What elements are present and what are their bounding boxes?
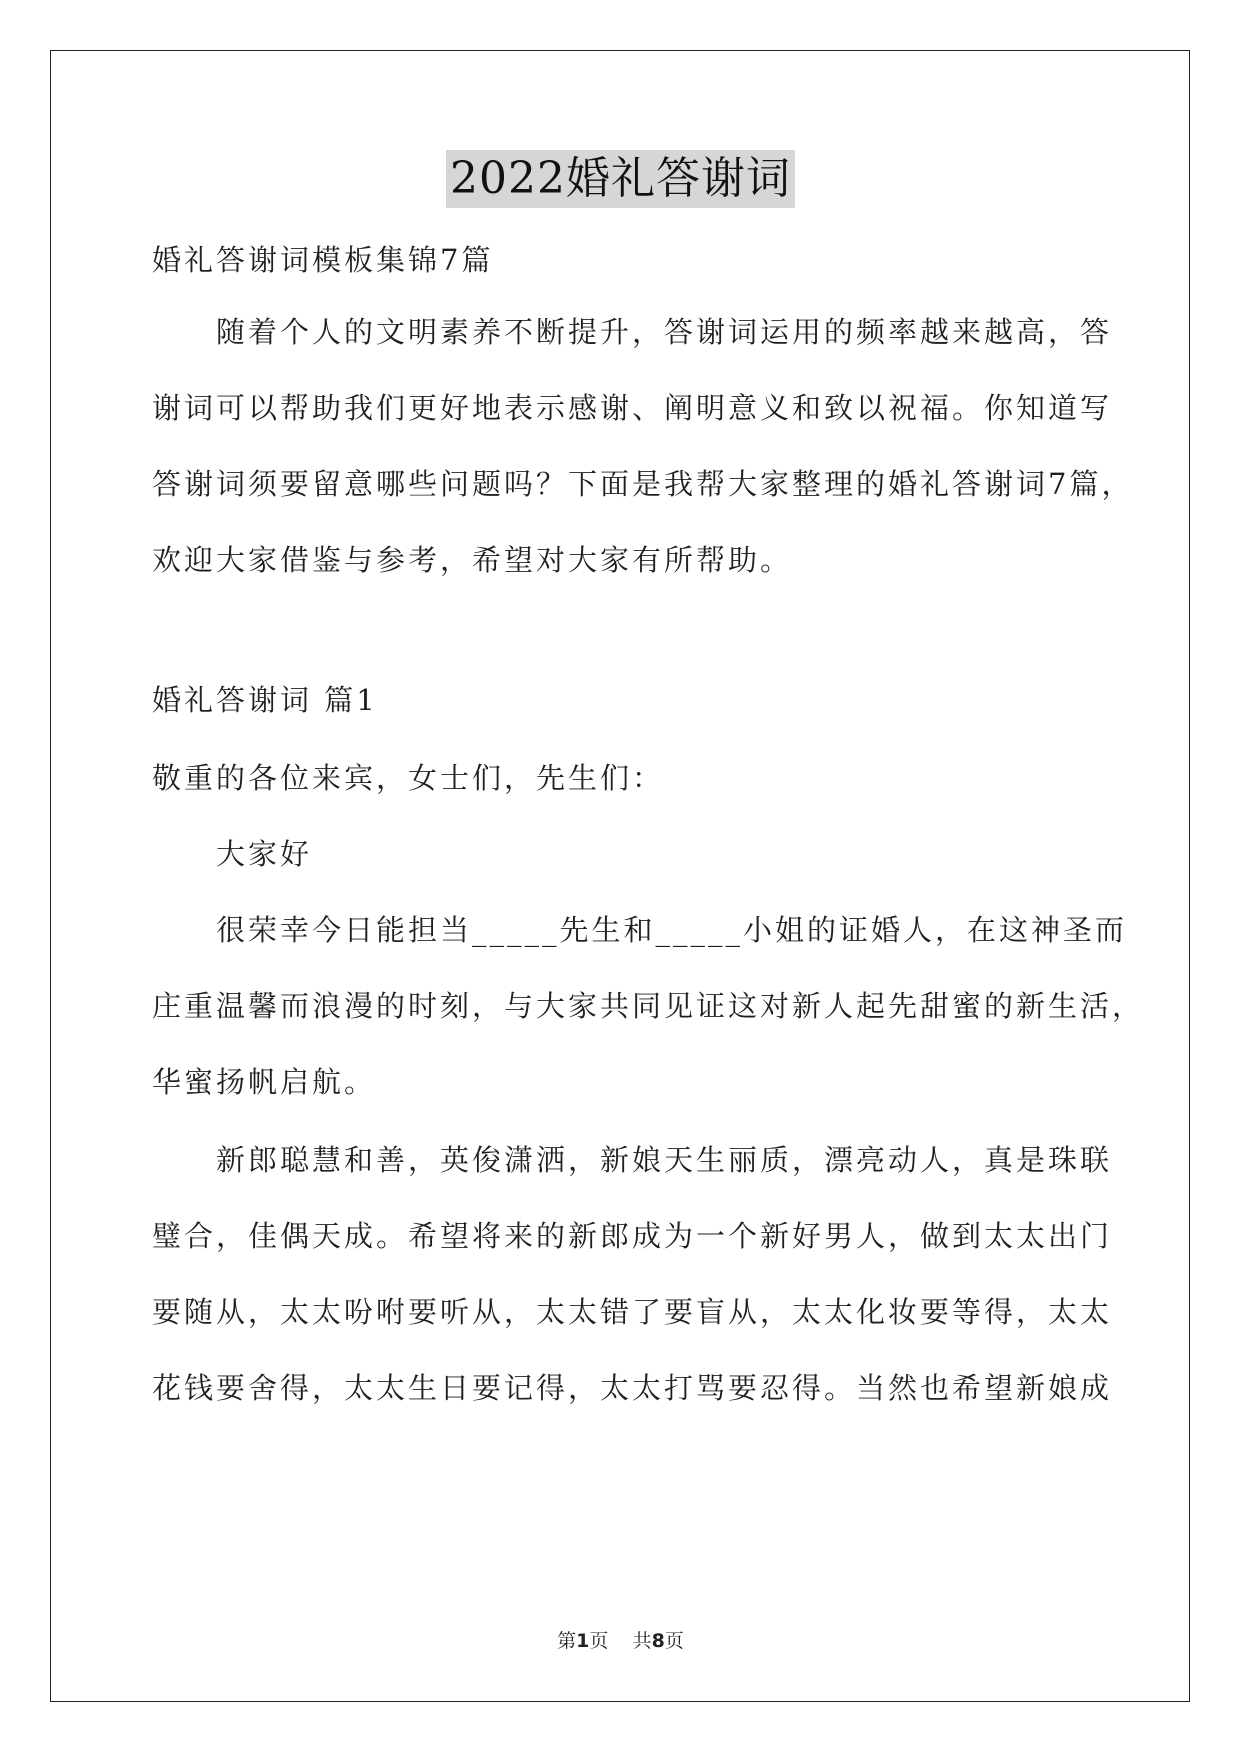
paragraph-line: 新郎聪慧和善，英俊潇洒，新娘天生丽质，漂亮动人，真是珠联	[216, 1143, 1113, 1177]
paragraph-line: 要随从，太太吩咐要听从，太太错了要盲从，太太化妆要等得，太太	[152, 1295, 1113, 1329]
intro-line: 随着个人的文明素养不断提升，答谢词运用的频率越来越高，答	[216, 315, 1113, 349]
intro-line: 谢词可以帮助我们更好地表示感谢、阐明意义和致以祝福。你知道写	[152, 391, 1113, 425]
footer-total-pages: 8	[651, 1630, 665, 1652]
salutation: 敬重的各位来宾，女士们，先生们：	[152, 761, 665, 795]
paragraph-line: 璧合，佳偶天成。希望将来的新郎成为一个新好男人，做到太太出门	[152, 1219, 1113, 1253]
greeting: 大家好	[216, 837, 313, 871]
document-title: 2022婚礼答谢词	[446, 150, 795, 208]
footer-suffix: 页	[664, 1630, 684, 1652]
intro-line: 答谢词须要留意哪些问题吗？下面是我帮大家整理的婚礼答谢词7篇，	[152, 467, 1134, 501]
paragraph-line: 华蜜扬帆启航。	[152, 1065, 377, 1099]
paragraph-line: 庄重温馨而浪漫的时刻，与大家共同见证这对新人起先甜蜜的新生活，	[152, 989, 1145, 1023]
intro-line: 欢迎大家借鉴与参考，希望对大家有所帮助。	[152, 543, 793, 577]
paragraph-line: 很荣幸今日能担当_____先生和_____小姐的证婚人，在这神圣而	[216, 913, 1128, 947]
page-border	[50, 50, 1190, 1702]
footer-prefix: 第	[557, 1630, 577, 1652]
subtitle: 婚礼答谢词模板集锦7篇	[152, 243, 494, 277]
paragraph-line: 花钱要舍得，太太生日要记得，太太打骂要忍得。当然也希望新娘成	[152, 1371, 1113, 1405]
footer-mid: 页 共	[589, 1630, 652, 1652]
title-container	[0, 150, 1241, 208]
footer-page-number: 1	[576, 1630, 590, 1652]
section-heading: 婚礼答谢词 篇1	[152, 683, 378, 717]
page-footer	[0, 1626, 1241, 1653]
